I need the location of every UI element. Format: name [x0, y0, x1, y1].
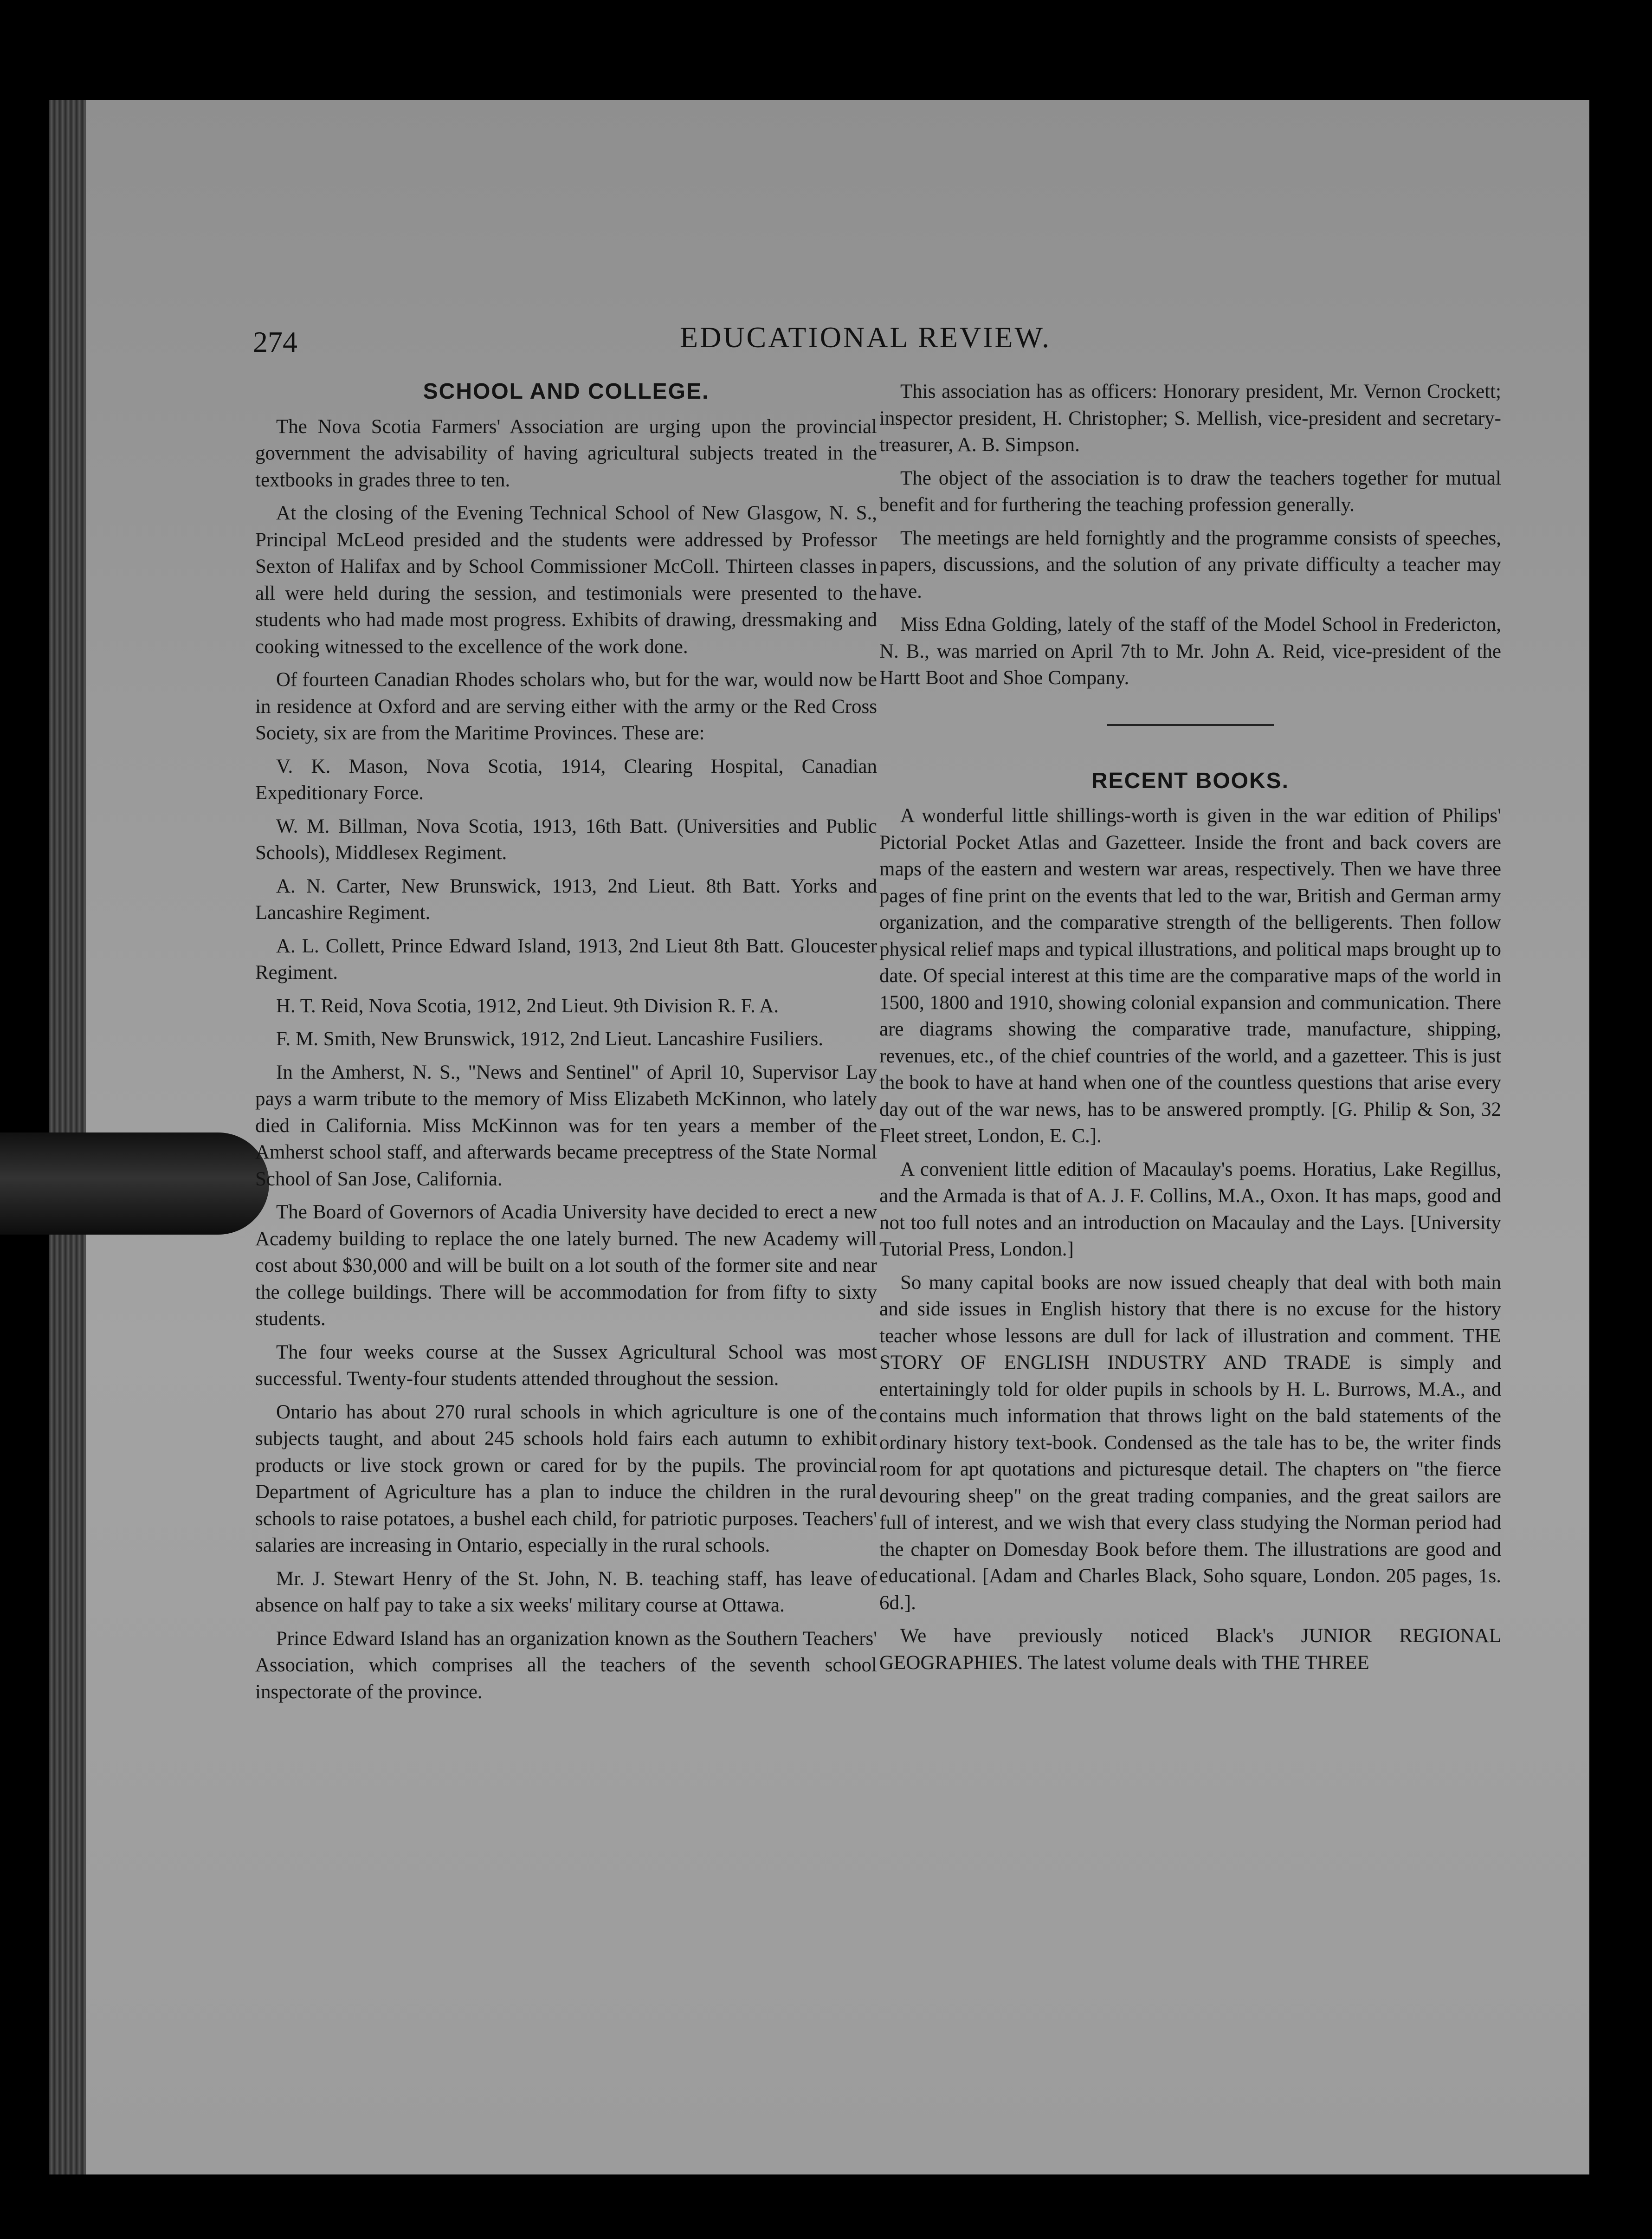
section-divider	[1107, 724, 1274, 726]
paragraph: The object of the association is to draw the teachers together for mutual benefit and for furthering the teaching profession generally.	[879, 467, 1501, 516]
paragraph: Ontario has about 270 rural schools in which agriculture is one of the subjects taught, and about 245 schools hold fairs each autumn to exhibit products or live stock grown or cared for by the pupils. The provincial Department of Agriculture has a plan to induce the children in the rural schools to raise potatoes, a bushel each child, for patriotic purposes. Teachers' salaries are increasing in Ontario, especially in the rural schools.	[255, 1401, 877, 1556]
paragraph: Mr. J. Stewart Henry of the St. John, N. B. teaching staff, has leave of absence on half pay to take a six weeks' military course at Ottawa.	[255, 1567, 877, 1616]
paragraph: The four weeks course at the Sussex Agricultural School was most successful. Twenty-four students attended throughout the session.	[255, 1341, 877, 1390]
section-heading-school-and-college: SCHOOL AND COLLEGE.	[423, 379, 710, 404]
book-review: So many capital books are now issued cheaply that deal with both main and side issues in English history that there is no excuse for the history teacher whose lessons are dull for lack of illustration and comment. THE STORY OF ENGLISH INDUSTRY AND TRADE is simply and entertainingly told for older pupils in schools by H. L. Burrows, M.A., and contains much information that throws light on the bald statements of the ordinary history text-book. Condensed as the tale has to be, the writer finds room for apt quotations and picturesque detail. The chapters on "the fierce devouring sheep" on the great trading companies, and the great sailors are full of interest, and we wish that every class studying the Norman period had the chapter on Domesday Book before them. The illustrations are good and educational. [Adam and Charles Black, Soho square, London. 205 pages, 1s. 6d.].	[879, 1271, 1501, 1614]
left-column	[255, 378, 877, 1712]
section-heading-recent-books: RECENT BOOKS.	[1091, 768, 1290, 793]
page-number: 274	[253, 325, 297, 358]
scholar-entry: F. M. Smith, New Brunswick, 1912, 2nd Lieut. Lancashire Fusiliers.	[276, 1028, 823, 1050]
book-review: A convenient little edition of Macaulay's poems. Horatius, Lake Regillus, and the Armada is that of A. J. F. Collins, M.A., Oxon. It has maps, good and not too full notes and an introduction on Macaulay and the Lays. [University Tutorial Press, London.]	[879, 1158, 1501, 1260]
scholar-entry: A. N. Carter, New Brunswick, 1913, 2nd Lieut. 8th Batt. Yorks and Lancashire Regiment.	[255, 875, 877, 924]
scholar-entry: V. K. Mason, Nova Scotia, 1914, Clearing Hospital, Canadian Expeditionary Force.	[255, 755, 877, 804]
paragraph: The Board of Governors of Acadia University have decided to erect a new Academy building to replace the one lately burned. The new Academy will cost about $30,000 and will be built on a lot south of the former site and near the college buildings. There will be accommodation for from fifty to sixty students.	[255, 1201, 877, 1330]
paragraph: This association has as officers: Honorary president, Mr. Vernon Crockett; inspector president, H. Christopher; S. Mellish, vice-president and secretary-treasurer, A. B. Simpson.	[879, 381, 1501, 456]
scholar-entry: W. M. Billman, Nova Scotia, 1913, 16th Batt. (Universities and Public Schools), Middlesex Regiment.	[255, 815, 877, 864]
scholar-entry: A. L. Collett, Prince Edward Island, 1913, 2nd Lieut 8th Batt. Gloucester Regiment.	[255, 935, 877, 984]
book-review: A wonderful little shillings-worth is given in the war edition of Philips' Pictorial Pocket Atlas and Gazetteer. Inside the front and back covers are maps of the eastern and western war areas, respectively. Then we have three pages of fine print on the events that led to the war, British and German army organization, and the comparative strength of the belligerents. Then follow physical relief maps and typical illustrations, and political maps brought up to date. Of special interest at this time are the comparative maps of the world in 1500, 1800 and 1910, showing colonial expansion and communication. There are diagrams showing the comparative trade, manufacture, shipping, revenues, etc., of the chief countries of the world, and a gazetteer. This is just the book to have at hand when one of the countless questions that arise every day out of the war news, has to be answered promptly. [G. Philip & Son, 32 Fleet street, London, E. C.].	[879, 805, 1501, 1147]
paragraph: In the Amherst, N. S., "News and Sentinel" of April 10, Supervisor Lay pays a warm tribute to the memory of Miss Elizabeth McKinnon, who lately died in California. Miss McKinnon was for ten years a member of the Amherst school staff, and afterwards became preceptress of the State Normal School of San Jose, California.	[255, 1061, 877, 1190]
paragraph: Prince Edward Island has an organization known as the Southern Teachers' Association, which comprises all the teachers of the seventh school inspectorate of the province.	[255, 1627, 877, 1703]
journal-title: EDUCATIONAL REVIEW.	[679, 321, 1052, 354]
page-clip	[0, 1132, 269, 1235]
scholar-entry: H. T. Reid, Nova Scotia, 1912, 2nd Lieut. 9th Division R. F. A.	[276, 995, 779, 1017]
page-header	[253, 320, 1478, 371]
paragraph: Of fourteen Canadian Rhodes scholars who, but for the war, would now be in residence at Oxford and are serving either with the army or the Red Cross Society, six are from the Maritime Provinces. These are:	[255, 669, 877, 744]
paragraph: At the closing of the Evening Technical School of New Glasgow, N. S., Principal McLeod presided and the students were addressed by Professor Sexton of Halifax and by School Commissioner McColl. Thirteen classes in all were held during the session, and testimonials were presented to the students who had made most progress. Exhibits of drawing, dressmaking and cooking witnessed to the excellence of the work done.	[255, 502, 877, 658]
paragraph: The meetings are held fornightly and the programme consists of speeches, papers, discussions, and the solution of any private difficulty a teacher may have.	[879, 527, 1501, 602]
paragraph: Miss Edna Golding, lately of the staff of the Model School in Fredericton, N. B., was married on April 7th to Mr. John A. Reid, vice-president of the Hartt Boot and Shoe Company.	[879, 614, 1501, 689]
right-column	[879, 378, 1501, 1682]
paragraph: The Nova Scotia Farmers' Association are urging upon the provincial government the advisability of having agricultural subjects treated in the textbooks in grades three to ten.	[255, 415, 877, 491]
book-review: We have previously noticed Black's JUNIOR REGIONAL GEOGRAPHIES. The latest volume deals with THE THREE	[879, 1625, 1501, 1674]
